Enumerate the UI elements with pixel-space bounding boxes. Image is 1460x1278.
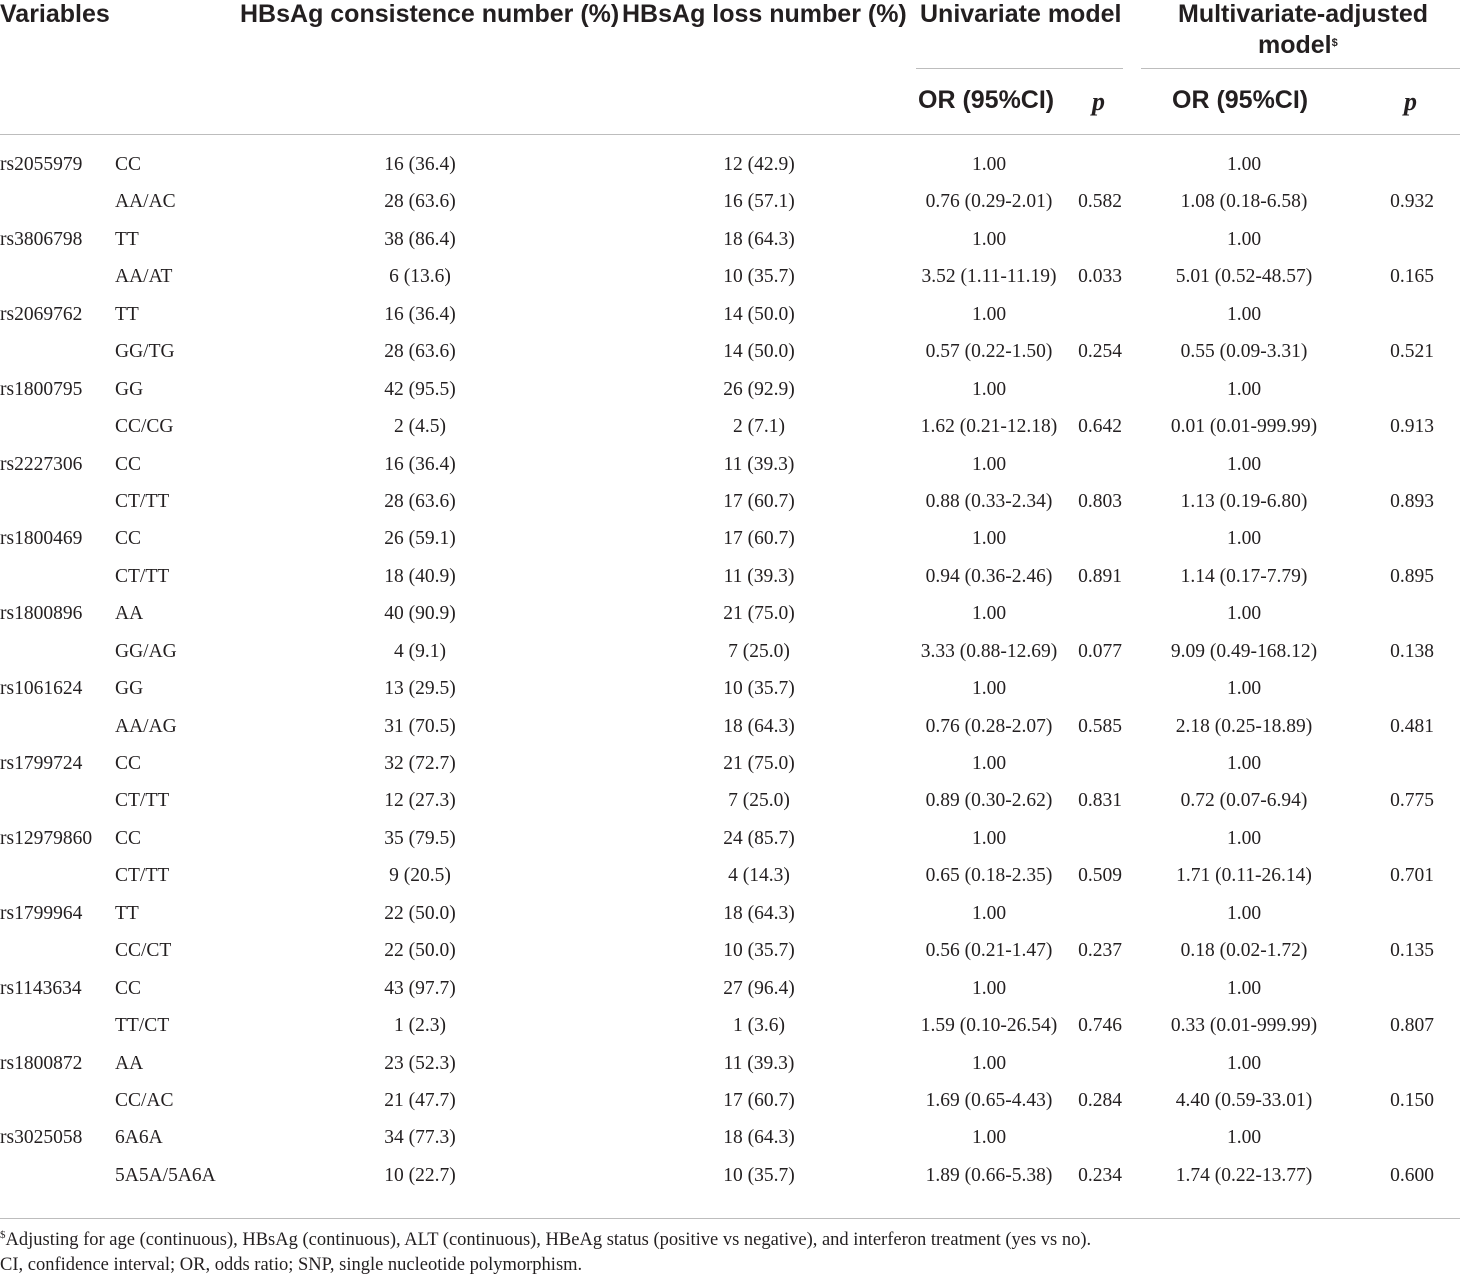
table-row: [0, 822, 1460, 859]
cell-snp: rs1800872: [0, 1052, 83, 1074]
cell-consistence: 12 (27.3): [384, 790, 456, 812]
table-row: [0, 635, 1460, 672]
header-univariate: Univariate model: [920, 0, 1122, 28]
cell-snp: rs2227306: [0, 453, 83, 475]
cell-consistence: 22 (50.0): [384, 902, 456, 924]
cell-consistence: 28 (63.6): [384, 191, 456, 213]
cell-snp: rs3806798: [0, 228, 83, 250]
cell-snp: rs2069762: [0, 303, 83, 325]
cell-p-multivariate: 0.701: [1390, 865, 1434, 887]
cell-consistence: 10 (22.7): [384, 1164, 456, 1186]
cell-p-univariate: 0.033: [1078, 266, 1122, 288]
cell-snp: rs1800469: [0, 528, 83, 550]
cell-loss: 7 (25.0): [728, 790, 790, 812]
cell-or-multivariate: 0.18 (0.02-1.72): [1180, 940, 1308, 962]
cell-loss: 26 (92.9): [723, 378, 795, 400]
cell-snp: rs12979860: [0, 827, 93, 849]
cell-consistence: 2 (4.5): [394, 416, 446, 438]
cell-p-multivariate: 0.150: [1390, 1089, 1434, 1111]
cell-or-univariate: 1.00: [971, 228, 1007, 250]
header-or-multivariate: OR (95%CI): [1172, 86, 1309, 114]
cell-p-univariate: 0.746: [1078, 1015, 1122, 1037]
cell-genotype: CC: [115, 753, 142, 774]
cell-p-multivariate: 0.893: [1390, 490, 1434, 512]
cell-or-univariate: 0.94 (0.36-2.46): [925, 565, 1053, 587]
cell-or-multivariate: 1.00: [1226, 603, 1262, 625]
cell-genotype: CC/CT: [115, 940, 172, 962]
cell-p-multivariate: 0.913: [1390, 416, 1434, 438]
cell-genotype: CT/TT: [115, 565, 170, 587]
cell-genotype: 5A5A/5A6A: [115, 1164, 216, 1186]
table-row: [0, 784, 1460, 821]
cell-genotype: TT: [115, 303, 139, 325]
cell-p-univariate: 0.585: [1078, 715, 1122, 737]
cell-consistence: 28 (63.6): [384, 490, 456, 512]
cell-loss: 7 (25.0): [728, 640, 790, 662]
cell-or-univariate: 0.56 (0.21-1.47): [925, 940, 1053, 962]
table-header: [0, 0, 1460, 136]
table-row: [0, 672, 1460, 709]
cell-consistence: 16 (36.4): [384, 154, 456, 175]
cell-loss: 2 (7.1): [733, 416, 785, 438]
table-row: [0, 1084, 1460, 1121]
cell-genotype: CC/AC: [115, 1089, 174, 1111]
cell-loss: 16 (57.1): [723, 191, 795, 213]
cell-or-univariate: 0.57 (0.22-1.50): [925, 341, 1053, 363]
cell-consistence: 9 (20.5): [389, 865, 451, 887]
cell-p-univariate: 0.803: [1078, 490, 1122, 512]
cell-loss: 18 (64.3): [723, 228, 795, 250]
cell-loss: 18 (64.3): [723, 1127, 795, 1149]
table-row: [0, 972, 1460, 1009]
header-multivariate-line1: Multivariate-adjusted: [1178, 0, 1429, 28]
cell-loss: 10 (35.7): [723, 940, 795, 962]
cell-loss: 10 (35.7): [723, 1164, 795, 1186]
cell-p-univariate: 0.509: [1078, 865, 1122, 887]
cell-genotype: CC: [115, 977, 142, 999]
cell-p-univariate: 0.891: [1078, 565, 1122, 587]
table-row: [0, 522, 1460, 559]
cell-or-multivariate: 1.71 (0.11-26.14): [1176, 865, 1312, 887]
cell-p-multivariate: 0.135: [1390, 940, 1434, 962]
cell-p-multivariate: 0.165: [1390, 266, 1434, 288]
cell-p-multivariate: 0.600: [1390, 1164, 1434, 1186]
cell-consistence: 38 (86.4): [384, 228, 456, 250]
cell-loss: 14 (50.0): [723, 303, 795, 325]
cell-p-univariate: 0.642: [1078, 416, 1122, 438]
cell-genotype: CC: [115, 827, 142, 849]
cell-or-univariate: 1.00: [971, 678, 1007, 700]
cell-or-univariate: 1.00: [971, 977, 1007, 999]
cell-consistence: 6 (13.6): [389, 266, 451, 288]
cell-genotype: CT/TT: [115, 490, 170, 512]
cell-genotype: AA/AT: [115, 266, 173, 288]
cell-or-univariate: 3.52 (1.11-11.19): [921, 266, 1057, 288]
cell-consistence: 43 (97.7): [384, 977, 456, 999]
cell-or-univariate: 1.00: [971, 453, 1007, 475]
cell-loss: 1 (3.6): [733, 1015, 785, 1037]
cell-consistence: 21 (47.7): [384, 1089, 456, 1111]
cell-consistence: 1 (2.3): [394, 1015, 446, 1037]
table-row: [0, 597, 1460, 634]
cell-p-univariate: 0.077: [1078, 640, 1122, 662]
cell-p-univariate: 0.831: [1078, 790, 1122, 812]
cell-p-multivariate: 0.481: [1390, 715, 1434, 737]
cell-consistence: 32 (72.7): [384, 753, 456, 774]
table-row: [0, 1159, 1460, 1196]
cell-consistence: 16 (36.4): [384, 303, 456, 325]
table-row: [0, 897, 1460, 934]
cell-or-multivariate: 4.40 (0.59-33.01): [1175, 1089, 1313, 1111]
cell-or-univariate: 1.89 (0.66-5.38): [925, 1164, 1053, 1186]
table-row: [0, 185, 1460, 222]
cell-or-multivariate: 1.00: [1226, 678, 1262, 700]
cell-or-multivariate: 1.00: [1226, 528, 1262, 550]
header-or-univariate: OR (95%CI): [918, 86, 1055, 114]
cell-loss: 11 (39.3): [723, 565, 795, 587]
cell-p-multivariate: 0.138: [1390, 640, 1434, 662]
cell-snp: rs1799964: [0, 902, 83, 924]
cell-or-multivariate: 1.00: [1226, 228, 1262, 250]
cell-genotype: TT: [115, 228, 139, 250]
cell-genotype: TT/CT: [115, 1015, 170, 1037]
cell-genotype: TT: [115, 902, 139, 924]
cell-loss: 12 (42.9): [723, 154, 795, 175]
cell-loss: 18 (64.3): [723, 902, 795, 924]
cell-genotype: AA: [115, 603, 144, 625]
cell-snp: rs1800795: [0, 378, 83, 400]
cell-or-univariate: 1.00: [971, 753, 1007, 774]
table-body: [0, 148, 1460, 1196]
table-row: [0, 1009, 1460, 1046]
cell-consistence: 28 (63.6): [384, 341, 456, 363]
cell-or-univariate: 3.33 (0.88-12.69): [920, 640, 1058, 662]
cell-or-univariate: 1.00: [971, 528, 1007, 550]
cell-or-univariate: 1.00: [971, 303, 1007, 325]
cell-or-multivariate: 1.00: [1226, 902, 1262, 924]
cell-snp: rs1061624: [0, 678, 83, 700]
table-row: [0, 335, 1460, 372]
multivariate-rule: [1141, 68, 1460, 69]
cell-snp: rs1143634: [0, 977, 82, 999]
table-row: [0, 148, 1460, 185]
footnote-mark: $: [0, 1229, 6, 1241]
table-bottom-rule: [0, 1218, 1460, 1219]
cell-loss: 27 (96.4): [723, 977, 795, 999]
cell-or-multivariate: 1.00: [1226, 303, 1262, 325]
cell-or-multivariate: 1.00: [1226, 753, 1262, 774]
header-bottom-rule: [0, 134, 1460, 135]
cell-p-univariate: 0.237: [1078, 940, 1122, 962]
cell-loss: 4 (14.3): [728, 865, 790, 887]
cell-p-multivariate: 0.775: [1390, 790, 1434, 812]
cell-genotype: CT/TT: [115, 865, 170, 887]
table-row: [0, 223, 1460, 260]
cell-genotype: GG/TG: [115, 341, 175, 363]
header-variables: Variables: [0, 0, 110, 28]
cell-loss: 10 (35.7): [723, 266, 795, 288]
table-row: [0, 934, 1460, 971]
cell-genotype: AA: [115, 1052, 144, 1074]
cell-genotype: GG: [115, 678, 144, 700]
cell-or-univariate: 0.89 (0.30-2.62): [925, 790, 1053, 812]
cell-consistence: 31 (70.5): [384, 715, 456, 737]
cell-consistence: 13 (29.5): [384, 678, 456, 700]
header-p-univariate: p: [1092, 87, 1105, 116]
cell-or-univariate: 0.76 (0.29-2.01): [925, 191, 1053, 213]
table-row: [0, 859, 1460, 896]
header-consistence: HBsAg consistence number (%): [240, 0, 620, 28]
cell-genotype: CC: [115, 453, 142, 475]
cell-loss: 11 (39.3): [723, 453, 795, 475]
cell-genotype: CT/TT: [115, 790, 170, 812]
table-row: [0, 298, 1460, 335]
cell-genotype: CC: [115, 154, 142, 175]
cell-consistence: 40 (90.9): [384, 603, 456, 625]
cell-or-univariate: 1.69 (0.65-4.43): [925, 1089, 1053, 1111]
cell-or-univariate: 1.00: [971, 827, 1007, 849]
cell-snp: rs1800896: [0, 603, 83, 625]
cell-genotype: AA/AC: [115, 191, 176, 213]
table-row: [0, 448, 1460, 485]
cell-loss: 21 (75.0): [723, 753, 795, 774]
cell-consistence: 34 (77.3): [384, 1127, 456, 1149]
cell-snp: rs1799724: [0, 753, 83, 774]
header-p-multivariate: p: [1404, 87, 1417, 116]
cell-genotype: CC: [115, 528, 142, 550]
cell-p-multivariate: 0.807: [1390, 1015, 1434, 1037]
cell-loss: 24 (85.7): [723, 827, 795, 849]
section-mark: $: [1331, 37, 1338, 49]
cell-or-univariate: 1.00: [971, 902, 1007, 924]
cell-p-multivariate: 0.521: [1390, 341, 1434, 363]
cell-or-univariate: 1.00: [971, 1127, 1007, 1149]
cell-consistence: 16 (36.4): [384, 453, 456, 475]
cell-consistence: 22 (50.0): [384, 940, 456, 962]
cell-loss: 17 (60.7): [723, 490, 795, 512]
cell-or-multivariate: 1.00: [1226, 154, 1262, 175]
cell-loss: 17 (60.7): [723, 528, 795, 550]
cell-or-multivariate: 1.13 (0.19-6.80): [1180, 490, 1308, 512]
cell-or-univariate: 1.00: [971, 603, 1007, 625]
cell-or-univariate: 1.00: [971, 1052, 1007, 1074]
cell-genotype: GG/AG: [115, 640, 177, 662]
cell-loss: 21 (75.0): [723, 603, 795, 625]
cell-p-multivariate: 0.895: [1390, 565, 1434, 587]
cell-consistence: 35 (79.5): [384, 827, 456, 849]
cell-or-univariate: 1.62 (0.21-12.18): [920, 416, 1058, 438]
cell-or-multivariate: 1.00: [1226, 1052, 1262, 1074]
cell-p-multivariate: 0.932: [1390, 191, 1434, 213]
table-row: [0, 560, 1460, 597]
cell-or-univariate: 1.59 (0.10-26.54): [920, 1015, 1058, 1037]
cell-or-multivariate: 5.01 (0.52-48.57): [1175, 266, 1313, 288]
header-multivariate-line2: model$: [1258, 31, 1338, 59]
cell-loss: 18 (64.3): [723, 715, 795, 737]
cell-loss: 14 (50.0): [723, 341, 795, 363]
cell-p-univariate: 0.582: [1078, 191, 1122, 213]
cell-consistence: 23 (52.3): [384, 1052, 456, 1074]
cell-or-multivariate: 2.18 (0.25-18.89): [1175, 715, 1313, 737]
cell-or-multivariate: 1.74 (0.22-13.77): [1175, 1164, 1313, 1186]
cell-or-multivariate: 1.00: [1226, 827, 1262, 849]
cell-snp: rs2055979: [0, 154, 83, 175]
cell-or-multivariate: 0.55 (0.09-3.31): [1180, 341, 1308, 363]
cell-p-univariate: 0.234: [1078, 1164, 1122, 1186]
cell-consistence: 42 (95.5): [384, 378, 456, 400]
cell-or-multivariate: 1.00: [1226, 378, 1262, 400]
cell-loss: 11 (39.3): [723, 1052, 795, 1074]
table-row: [0, 485, 1460, 522]
cell-genotype: CC/CG: [115, 416, 174, 438]
table-row: [0, 1047, 1460, 1084]
cell-genotype: 6A6A: [115, 1127, 163, 1149]
cell-consistence: 26 (59.1): [384, 528, 456, 550]
cell-or-univariate: 1.00: [971, 154, 1007, 175]
cell-or-univariate: 0.76 (0.28-2.07): [925, 715, 1053, 737]
header-loss: HBsAg loss number (%): [622, 0, 907, 28]
cell-p-univariate: 0.284: [1078, 1089, 1122, 1111]
footnote-adjusting: $Adjusting for age (continuous), HBsAg (continuous), ALT (continuous), HBeAg status (positive vs negative), and interferon treatment (yes vs no).: [0, 1229, 1092, 1250]
table-row: [0, 747, 1460, 784]
table-row: [0, 260, 1460, 297]
table-row: [0, 410, 1460, 447]
cell-or-univariate: 0.65 (0.18-2.35): [925, 865, 1053, 887]
cell-genotype: GG: [115, 378, 144, 400]
cell-or-multivariate: 1.00: [1226, 453, 1262, 475]
cell-consistence: 4 (9.1): [394, 640, 446, 662]
cell-loss: 10 (35.7): [723, 678, 795, 700]
cell-or-univariate: 0.88 (0.33-2.34): [925, 490, 1053, 512]
cell-consistence: 18 (40.9): [384, 565, 456, 587]
cell-or-univariate: 1.00: [971, 378, 1007, 400]
table-row: [0, 373, 1460, 410]
cell-or-multivariate: 1.00: [1226, 977, 1262, 999]
cell-or-multivariate: 0.33 (0.01-999.99): [1170, 1015, 1318, 1037]
cell-snp: rs3025058: [0, 1127, 83, 1149]
cell-or-multivariate: 9.09 (0.49-168.12): [1170, 640, 1318, 662]
footnote-abbreviations: CI, confidence interval; OR, odds ratio; SNP, single nucleotide polymorphism.: [0, 1255, 583, 1275]
cell-or-multivariate: 0.72 (0.07-6.94): [1180, 790, 1308, 812]
cell-or-multivariate: 0.01 (0.01-999.99): [1170, 416, 1318, 438]
table-row: [0, 1121, 1460, 1158]
cell-or-multivariate: 1.08 (0.18-6.58): [1180, 191, 1308, 213]
cell-or-multivariate: 1.00: [1226, 1127, 1262, 1149]
cell-genotype: AA/AG: [115, 715, 177, 737]
table-row: [0, 710, 1460, 747]
cell-loss: 17 (60.7): [723, 1089, 795, 1111]
cell-or-multivariate: 1.14 (0.17-7.79): [1180, 565, 1308, 587]
cell-p-univariate: 0.254: [1078, 341, 1122, 363]
univariate-rule: [916, 68, 1123, 69]
